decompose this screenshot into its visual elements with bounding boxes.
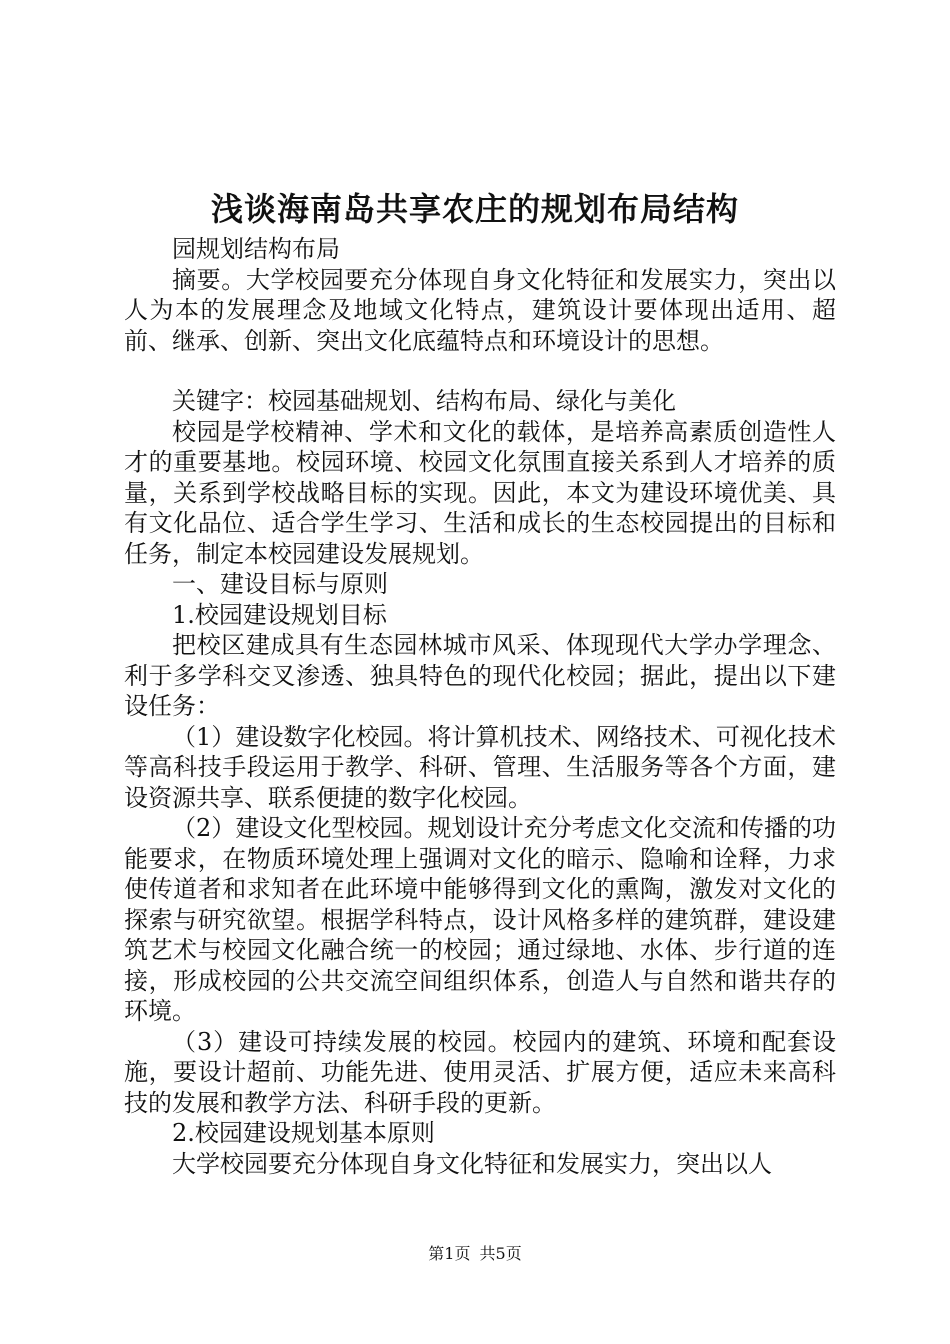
paragraph-intro: 校园是学校精神、学术和文化的载体，是培养高素质创造性人才的重要基地。校园环境、校园文化氛围直接关系到人才培养的质量，关系到学校战略目标的实现。因此，本文为建设环境优美、具有文化品位、适合学生学习、生活和成长的生态校园提出的目标和任务，制定本校园建设发展规划。 [124,417,836,568]
page-footer: 第1页 共5页 [428,1244,522,1263]
paragraph-goal: 把校区建成具有生态园林城市风采、体现现代大学办学理念、利于多学科交叉渗透、独具特色的现代化校园；据此，提出以下建设任务： [124,631,836,720]
paragraph-item-3: （3）建设可持续发展的校园。校园内的建筑、环境和配套设施，要设计超前、功能先进、使用灵活、扩展方便，适应未来高科技的发展和教学方法、科研手段的更新。 [124,1027,836,1117]
paragraph-subtitle: 园规划结构布局 [172,235,340,263]
subsection-heading-1: 1.校园建设规划目标 [172,600,387,629]
paragraph-item-1: （1）建设数字化校园。将计算机技术、网络技术、可视化技术等高科技手段运用于教学、科研、管理、生活服务等各个方面，建设资源共享、联系便捷的数字化校园。 [124,722,836,812]
subsection-heading-2: 2.校园建设规划基本原则 [172,1119,435,1147]
paragraph-keywords: 关键字：校园基础规划、结构布局、绿化与美化 [172,387,676,415]
paragraph-principle: 大学校园要充分体现自身文化特征和发展实力，突出以人 [172,1149,772,1178]
document-title: 浅谈海南岛共享农庄的规划布局结构 [210,190,739,228]
document-body [124,234,836,1179]
section-heading-1: 一、建设目标与原则 [172,570,388,598]
paragraph-item-2: （2）建设文化型校园。规划设计充分考虑文化交流和传播的功能要求，在物质环境处理上强调对文化的暗示、隐喻和诠释，力求使传道者和求知者在此环境中能够得到文化的熏陶，激发对文化的探索与研究欲望。根据学科特点，设计风格多样的建筑群，建设建筑艺术与校园文化融合统一的校园；通过绿地、水体、步行道的连接，形成校园的公共交流空间组织体系，创造人与自然和谐共存的环境。 [124,814,836,1025]
paragraph-abstract: 摘要。大学校园要充分体现自身文化特征和发展实力，突出以人为本的发展理念及地域文化特点，建筑设计要体现出适用、超前、继承、创新、突出文化底蕴特点和环境设计的思想。 [124,265,836,355]
